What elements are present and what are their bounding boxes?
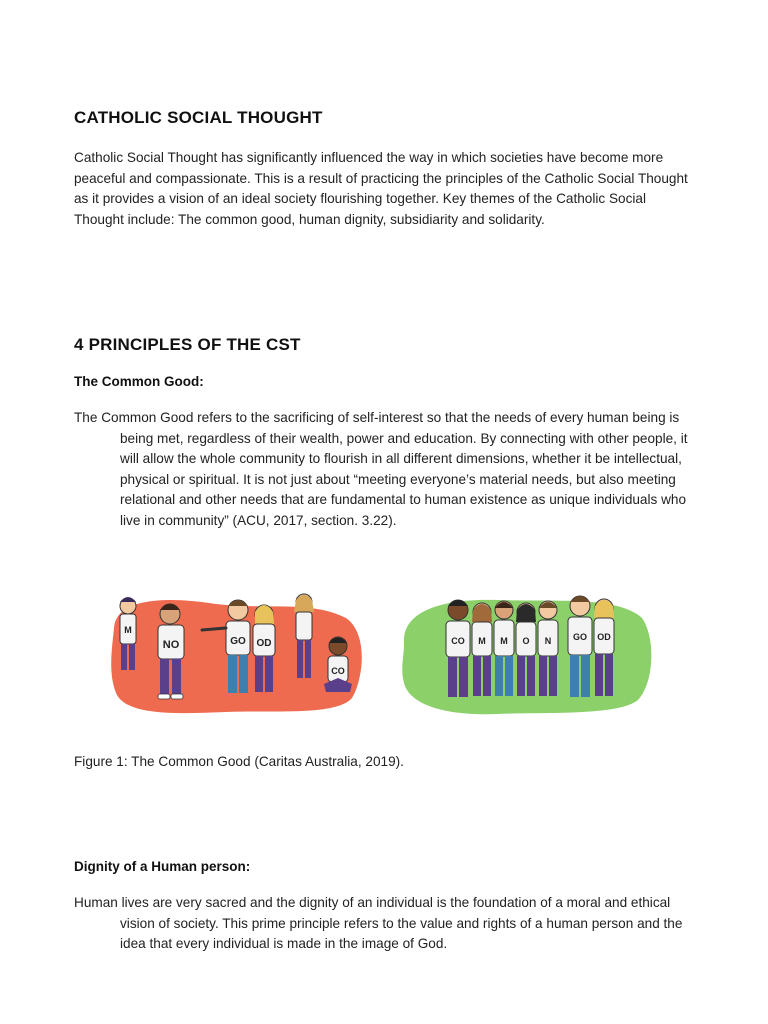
shirt-letter: M	[500, 636, 508, 646]
shirt-letter: CO	[331, 666, 345, 676]
shirt-letter: GO	[572, 632, 588, 642]
shirt-letter: O	[522, 636, 530, 646]
common-good-paragraph: The Common Good refers to the sacrificing of self-interest so that the needs of every human being is being met, regardless of their wealth, power and education. By connecting with other people, it will allow the whole community to flourish in all different dimensions, whether it be intellectual, physical or spiritual. It is not just about “meeting everyone’s material needs, but also meeting relational and other needs that are fundamental to human existence as unique individuals who live in community” (ACU, 2017, section. 3.22).	[74, 410, 688, 528]
shirt-letter: GO	[230, 636, 246, 647]
subheading-common-good: The Common Good:	[74, 374, 204, 389]
dignity-paragraph: Human lives are very sacred and the dignity of an individual is the foundation of a moral and ethical vision of society. This prime principle refers to the value and rights of a human person and the idea that every individual is made in the image of God.	[74, 895, 683, 951]
heading-catholic-social-thought: CATHOLIC SOCIAL THOUGHT	[74, 108, 323, 127]
intro-paragraph: Catholic Social Thought has significantly influenced the way in which societies have become more peaceful and compassionate. This is a result of practicing the principles of the Catholic Social Thought as it provides a vision of an ideal society flourishing together. Key themes of the Catholic Social Thought include: The common good, human dignity, subsidiarity and solidarity.	[74, 150, 688, 227]
illustration-united-group	[398, 588, 654, 718]
shirt-letter: CO	[451, 636, 465, 646]
shirt-letter: M	[124, 625, 132, 635]
shirt-letter: OD	[256, 638, 272, 649]
figure-caption: Figure 1: The Common Good (Caritas Australia, 2019).	[74, 754, 404, 769]
illustration-divided-group	[106, 588, 368, 718]
subheading-dignity: Dignity of a Human person:	[74, 859, 251, 874]
heading-four-principles: 4 PRINCIPLES OF THE CST	[74, 335, 301, 354]
shirt-letter: N	[544, 636, 552, 646]
shirt-letter: NO	[162, 639, 180, 651]
shirt-letter: M	[478, 636, 486, 646]
shirt-letter: OD	[597, 632, 611, 642]
